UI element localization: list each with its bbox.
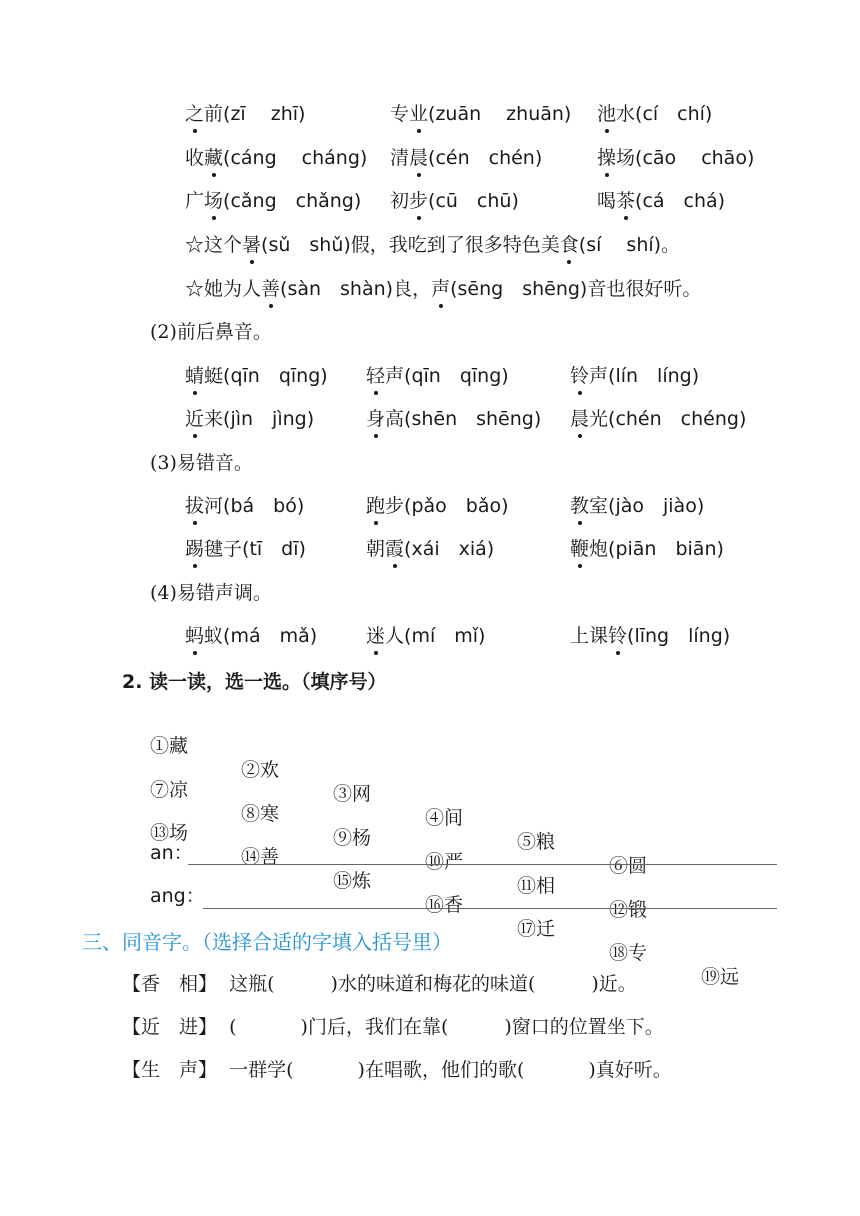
part-3-title: 三、同音字。（选择合适的字填入括号里） (82, 930, 452, 954)
word-item: 铃声(lín líng) (570, 365, 700, 387)
char-option: ⑧寒 (241, 803, 280, 825)
char-option: ⑥圆 (609, 855, 648, 877)
emphasized-char: 暑 (242, 234, 262, 256)
question-2-title: 2. 读一读，选一选。（填序号） (122, 671, 387, 693)
char-option: ②欢 (241, 759, 280, 781)
pinyin-options: (cāo chāo) (635, 147, 755, 169)
word-item: 跑步(pǎo bǎo) (366, 495, 509, 517)
char-option: ⑮炼 (333, 870, 372, 892)
emphasized-char: 晨 (570, 408, 590, 430)
word-item: 身高(shēn shēng) (366, 408, 542, 430)
pinyin-options: (līng líng) (627, 625, 731, 647)
char-option: ⑭善 (241, 846, 280, 868)
emphasized-char: 身 (366, 408, 386, 430)
char-option: ⑪相 (517, 875, 556, 897)
pinyin-options: (pǎo bǎo) (404, 495, 509, 517)
char-option: ⑬场 (150, 822, 189, 844)
pinyin-options: (qīn qīng) (404, 365, 509, 387)
word-item: 朝霞(xái xiá) (366, 538, 495, 560)
star-sentence-2: ☆她为人善(sàn shàn)良，声(sēng shēng)音也很好听。 (185, 278, 702, 300)
char-option: ⑨杨 (333, 827, 372, 849)
homophone-label: 【近 进】 (122, 1016, 218, 1038)
word-item: 教室(jào jiào) (570, 495, 705, 517)
pinyin-options: (shēn shēng) (404, 408, 542, 430)
word-item: 迷人(mí mǐ) (366, 625, 486, 647)
char-option: ⑤粮 (517, 831, 556, 853)
emphasized-char: 食 (559, 234, 579, 256)
emphasized-char: 铃 (608, 625, 628, 647)
emphasized-char: 操 (597, 147, 617, 169)
pinyin-options: (xái xiá) (404, 538, 495, 560)
char-option: ④间 (425, 807, 464, 829)
char-option: ③网 (333, 783, 372, 805)
emphasized-char: 之 (185, 103, 205, 125)
word-item: 广场(cǎng chǎng) (185, 190, 362, 212)
emphasized-char: 轻 (366, 365, 386, 387)
pinyin-options: (tī dī) (242, 538, 306, 560)
subsection-heading: (4)易错声调。 (150, 582, 272, 604)
pinyin-options: (lín líng) (608, 365, 700, 387)
emphasized-char: 铃 (570, 365, 590, 387)
homophone-item: 【香 相】 这瓶( )水的味道和梅花的味道( )近。 (122, 973, 637, 995)
word-item: 轻声(qīn qīng) (366, 365, 509, 387)
pinyin-options: (jào jiào) (608, 495, 705, 517)
pinyin-options: (piān biān) (608, 538, 724, 560)
emphasized-char: 蚂 (185, 625, 205, 647)
pinyin-options: (cá chá) (635, 190, 726, 212)
pinyin-options: (jìn jìng) (223, 408, 315, 430)
an-answer-line[interactable] (188, 864, 777, 865)
pinyin-options: (mí mǐ) (404, 625, 486, 647)
emphasized-char: 业 (409, 103, 429, 125)
pinyin-options: (cū chū) (428, 190, 519, 212)
emphasized-char: 蜻 (185, 365, 205, 387)
pinyin-options: (cáng cháng) (223, 147, 368, 169)
char-option: ⑱专 (609, 942, 648, 964)
homophone-item: 【近 进】 ( )门后，我们在靠( )窗口的位置坐下。 (122, 1016, 664, 1038)
word-item: 初步(cū chū) (390, 190, 519, 212)
an-label: an： (150, 842, 193, 864)
word-item: 专业(zuān zhuān) (390, 103, 572, 125)
word-item: 近来(jìn jìng) (185, 408, 315, 430)
ang-label: ang： (150, 885, 205, 907)
word-item: 踢毽子(tī dī) (185, 538, 306, 560)
emphasized-char: 池 (597, 103, 617, 125)
emphasized-char: 善 (261, 278, 281, 300)
star-sentence-1: ☆这个暑(sǔ shǔ)假，我吃到了很多特色美食(sí shí)。 (185, 234, 681, 256)
word-item: 拔河(bá bó) (185, 495, 305, 517)
word-item: 操场(cāo chāo) (597, 147, 755, 169)
emphasized-char: 晨 (409, 147, 429, 169)
emphasized-char: 踢 (185, 538, 205, 560)
word-item: 蜻蜓(qīn qīng) (185, 365, 328, 387)
emphasized-char: 教 (570, 495, 590, 517)
homophone-label: 【生 声】 (122, 1059, 218, 1081)
char-option: ⑲远 (701, 966, 740, 988)
pinyin-options: (cǎng chǎng) (223, 190, 362, 212)
pinyin-options: (chén chéng) (608, 408, 747, 430)
subsection-heading: (3)易错音。 (150, 452, 253, 474)
pinyin-options: (cén chén) (428, 147, 543, 169)
char-option: ⑫锻 (609, 899, 648, 921)
pinyin-options: (cí chí) (635, 103, 713, 125)
pinyin-options: (qīn qīng) (223, 365, 328, 387)
emphasized-char: 场 (204, 190, 224, 212)
emphasized-char: 霞 (385, 538, 405, 560)
pinyin-options: (zī zhī) (223, 103, 306, 125)
pinyin-options: (bá bó) (223, 495, 305, 517)
word-item: 池水(cí chí) (597, 103, 713, 125)
emphasized-char: 近 (185, 408, 205, 430)
char-option: ⑰迁 (517, 918, 556, 940)
word-item: 之前(zī zhī) (185, 103, 306, 125)
ang-answer-line[interactable] (203, 908, 777, 909)
char-option: ⑯香 (425, 894, 464, 916)
word-item: 鞭炮(piān biān) (570, 538, 724, 560)
pinyin-options: (má mǎ) (223, 625, 318, 647)
emphasized-char: 声 (431, 278, 451, 300)
emphasized-char: 步 (409, 190, 429, 212)
emphasized-char: 迷 (366, 625, 386, 647)
emphasized-char: 茶 (616, 190, 636, 212)
word-item: 蚂蚁(má mǎ) (185, 625, 318, 647)
char-option: ①藏 (150, 735, 189, 757)
char-option: ⑩严 (425, 851, 464, 873)
word-item: 收藏(cáng cháng) (185, 147, 368, 169)
char-option: ⑦凉 (150, 779, 189, 801)
emphasized-char: 藏 (204, 147, 224, 169)
pinyin-options: (zuān zhuān) (428, 103, 572, 125)
subsection-heading: (2)前后鼻音。 (150, 321, 272, 343)
homophone-label: 【香 相】 (122, 973, 218, 995)
word-item: 晨光(chén chéng) (570, 408, 747, 430)
word-item: 清晨(cén chén) (390, 147, 543, 169)
emphasized-char: 拔 (185, 495, 205, 517)
word-item: 喝茶(cá chá) (597, 190, 726, 212)
emphasized-char: 鞭 (570, 538, 590, 560)
homophone-item: 【生 声】 一群学( )在唱歌，他们的歌( )真好听。 (122, 1059, 672, 1081)
emphasized-char: 跑 (366, 495, 386, 517)
word-item: 上课铃(līng líng) (570, 625, 731, 647)
